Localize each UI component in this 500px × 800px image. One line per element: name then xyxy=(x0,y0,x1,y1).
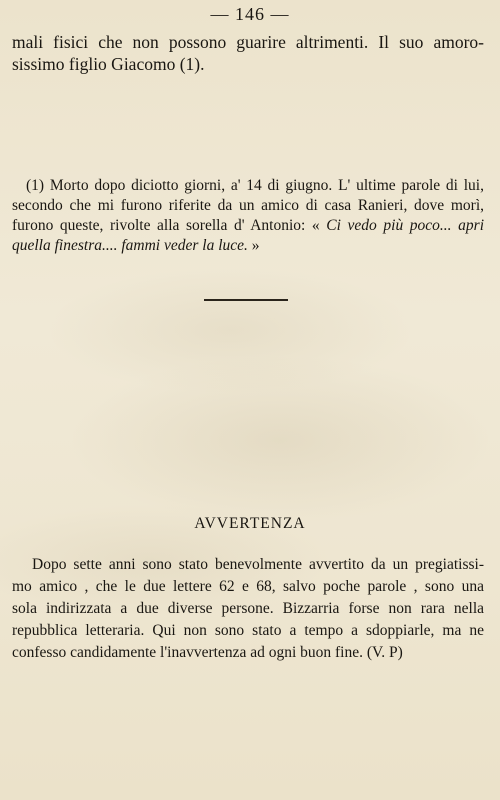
footnote-line-3 xyxy=(12,216,484,236)
section-divider xyxy=(204,299,288,301)
footnote-line-2: secondo che mi furono riferite da un amico di casa Ranieri, dove morì, xyxy=(12,197,484,214)
footnote-line-4 xyxy=(12,236,260,256)
main-text-line-1: mali fisici che non possono guarire altrimenti. Il suo amoro- xyxy=(12,32,484,52)
footnote-quote-start: Ci vedo più poco... apri xyxy=(326,217,484,234)
main-text-line-2: sissimo figlio Giacomo (1). xyxy=(12,54,205,74)
footnote-line-3-text: furono queste, rivolte alla sorella d' Antonio: « xyxy=(12,217,320,234)
footnote-closing-mark: » xyxy=(247,237,260,254)
avvertenza-line-2: mo amico , che le due lettere 62 e 68, salvo poche parole , sono una xyxy=(12,578,484,595)
avvertenza-line-3: sola indirizzata a due diverse persone. Bizzarria forse non rara nella xyxy=(12,600,484,617)
avvertenza-line-4: repubblica letteraria. Qui non sono stato a tempo a sdoppiarle, ma ne xyxy=(12,622,484,639)
avvertenza-heading: AVVERTENZA xyxy=(194,515,306,532)
page-number: — 146 — xyxy=(210,4,290,24)
footnote-quote-end: quella finestra.... fammi veder la luce. xyxy=(12,237,248,254)
footnote-line-1: (1) Morto dopo diciotto giorni, a' 14 di giugno. L' ultime parole di lui, xyxy=(26,177,484,194)
avvertenza-line-5: confesso candidamente l'inavvertenza ad ogni buon fine. (V. P) xyxy=(12,644,403,661)
avvertenza-line-1: Dopo sette anni sono stato benevolmente avvertito da un pregiatissi- xyxy=(32,556,484,573)
